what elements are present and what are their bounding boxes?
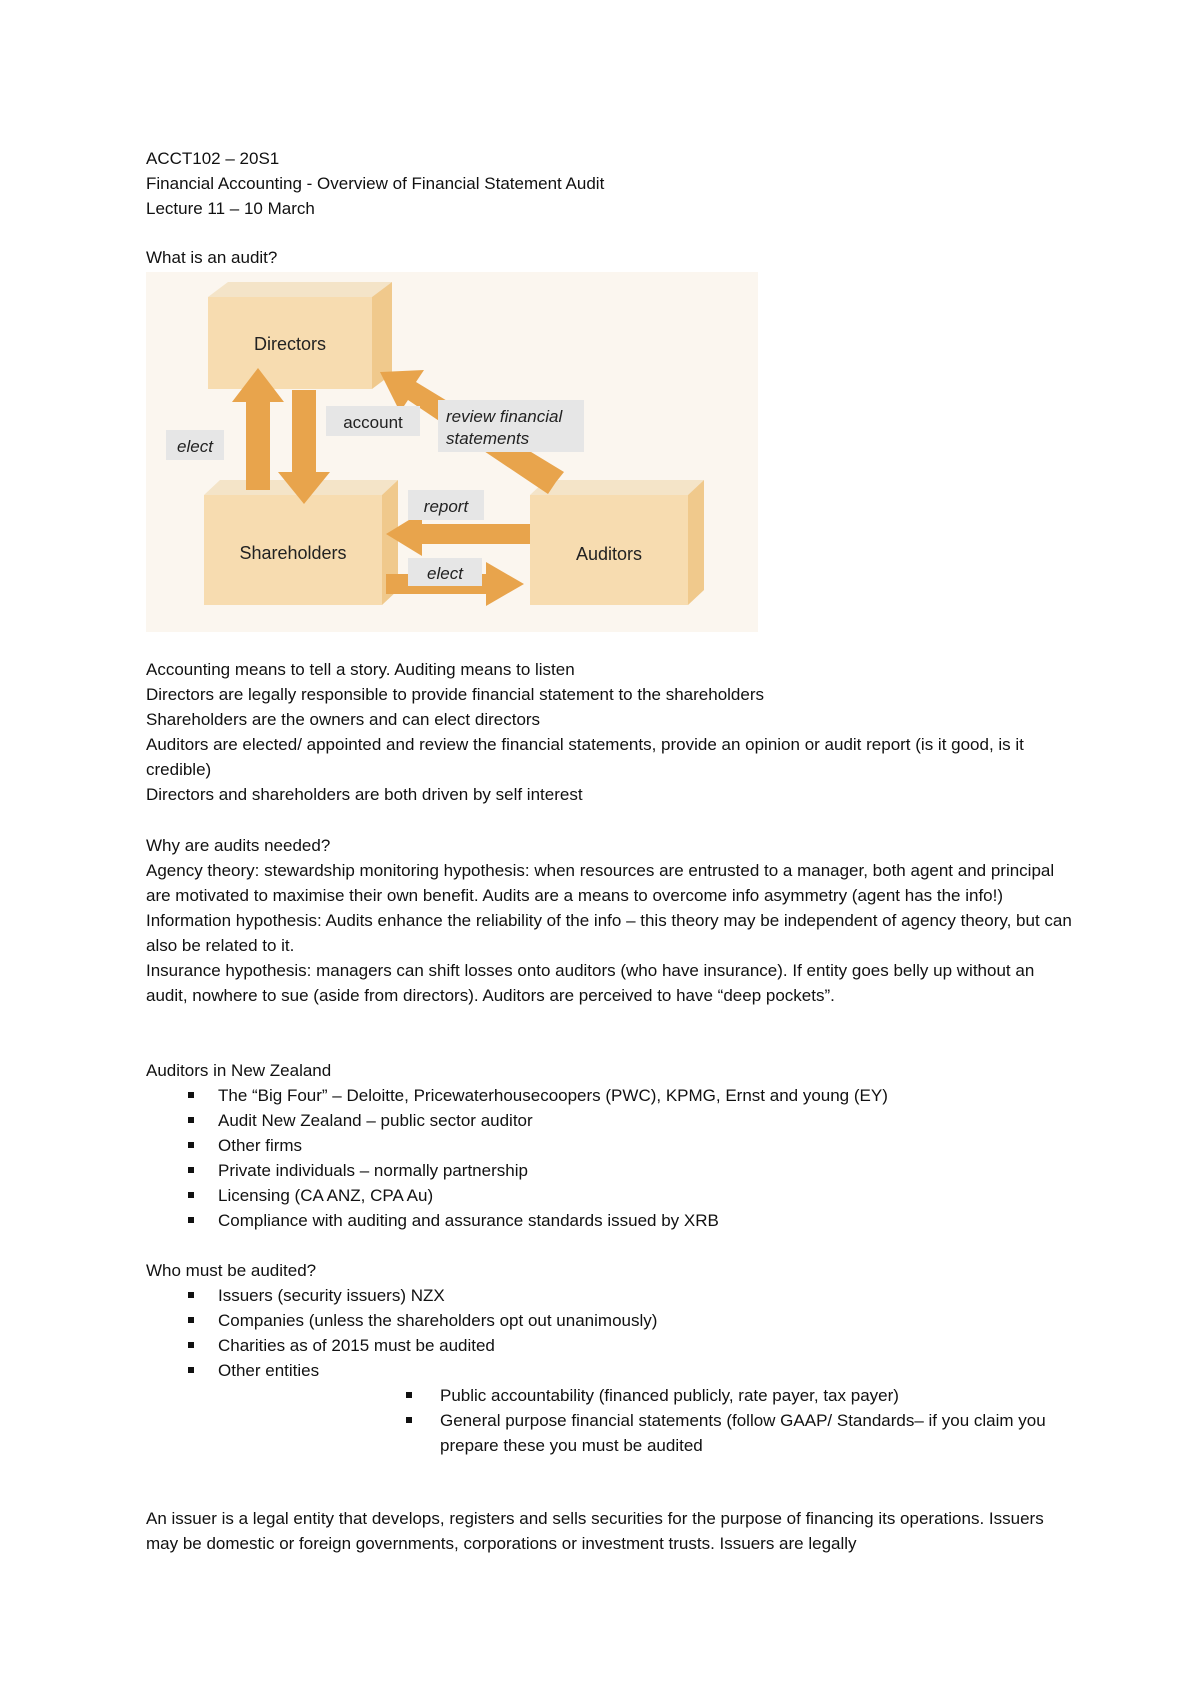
- review-label-line2: statements: [446, 429, 530, 448]
- heading-what-is-audit: What is an audit?: [146, 248, 278, 267]
- elect-label: elect: [177, 437, 213, 456]
- intro-line: Directors are legally responsible to provide financial statement to the shareholders: [146, 685, 764, 704]
- issuer-definition-paragraph: An issuer is a legal entity that develops, registers and sells securities for the purpose of financing its operations. Issuers may be domestic or foreign governments, corporations or investment trusts. Issuers are legally: [146, 1509, 1044, 1553]
- list-item: Other firms: [188, 1133, 888, 1158]
- directors-label: Directors: [253, 334, 327, 354]
- who-audited-list: [188, 1283, 657, 1383]
- course-code: ACCT102 – 20S1: [146, 149, 280, 168]
- auditors-nz-list: [188, 1083, 888, 1233]
- insurance-hypothesis-paragraph: Insurance hypothesis: managers can shift losses onto auditors (who have insurance). If entity goes belly up without an audit, nowhere to sue (aside from directors). Auditors are perceived to have “deep pockets”.: [146, 961, 1035, 1005]
- account-label: account: [343, 413, 403, 432]
- list-item: Audit New Zealand – public sector auditor: [188, 1108, 888, 1133]
- intro-line: Shareholders are the owners and can elect directors: [146, 710, 541, 729]
- intro-line: Accounting means to tell a story. Auditing means to listen: [146, 660, 575, 679]
- list-item: Charities as of 2015 must be audited: [188, 1333, 657, 1358]
- list-item: The “Big Four” – Deloitte, Pricewaterhousecoopers (PWC), KPMG, Ernst and young (EY): [188, 1083, 888, 1108]
- intro-line: Directors and shareholders are both driven by self interest: [146, 785, 583, 804]
- list-item: Other entities: [188, 1358, 657, 1383]
- other-entities-sublist: [400, 1383, 1080, 1458]
- elect-bottom-label: elect: [427, 564, 463, 583]
- lecture-info: Lecture 11 – 10 March: [146, 199, 315, 218]
- intro-paragraph: [146, 657, 1076, 807]
- shareholders-label: Shareholders: [239, 543, 347, 563]
- sub-list-item: Public accountability (financed publicly, rate payer, tax payer): [400, 1383, 1080, 1408]
- sub-list-item: General purpose financial statements (follow GAAP/ Standards– if you claim you prepare these you must be audited: [400, 1408, 1080, 1458]
- why-paragraphs: [146, 858, 1076, 1008]
- report-label: report: [423, 497, 469, 516]
- agency-theory-paragraph: Agency theory: stewardship monitoring hypothesis: when resources are entrusted to a manager, both agent and principal are motivated to maximise their own benefit. Audits are a means to overcome info asymmetry (agent has the info!): [146, 861, 1055, 905]
- list-item: Private individuals – normally partnership: [188, 1158, 888, 1183]
- heading-who-audited: Who must be audited?: [146, 1261, 317, 1280]
- intro-line: Auditors are elected/ appointed and review the financial statements, provide an opinion or audit report (is it good, is it credible): [146, 735, 1024, 779]
- heading-auditors-nz: Auditors in New Zealand: [146, 1061, 332, 1080]
- auditors-label: Auditors: [575, 544, 643, 564]
- review-label-line1: review financial: [446, 407, 563, 426]
- heading-why-audits: Why are audits needed?: [146, 836, 331, 855]
- audit-relationship-diagram: [146, 272, 758, 632]
- list-item: Compliance with auditing and assurance standards issued by XRB: [188, 1208, 888, 1233]
- list-item: Licensing (CA ANZ, CPA Au): [188, 1183, 888, 1208]
- document-title: Financial Accounting - Overview of Financial Statement Audit: [146, 174, 605, 193]
- information-hypothesis-paragraph: Information hypothesis: Audits enhance the reliability of the info – this theory may be independent of agency theory, but can also be related to it.: [146, 911, 1072, 955]
- list-item: Companies (unless the shareholders opt out unanimously): [188, 1308, 657, 1333]
- list-item: Issuers (security issuers) NZX: [188, 1283, 657, 1308]
